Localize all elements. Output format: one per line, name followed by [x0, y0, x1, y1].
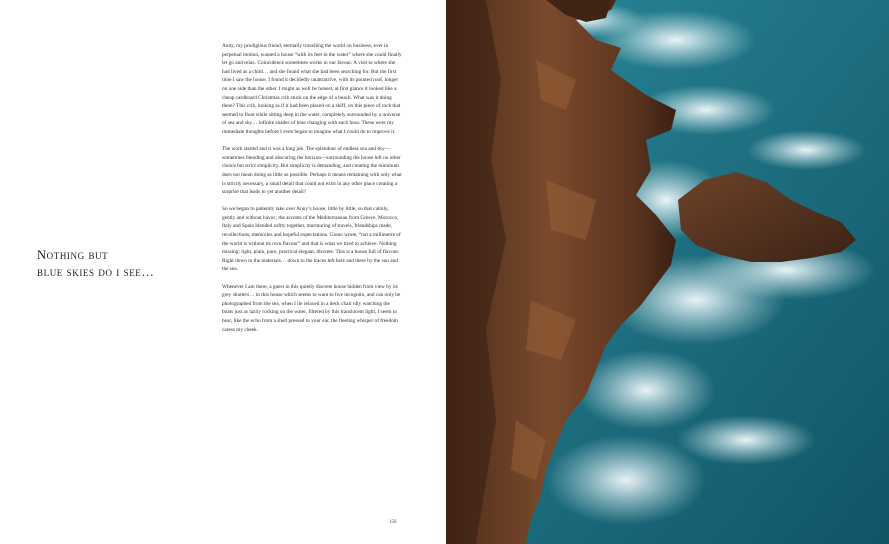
- paragraph: Whenever I am there, a guest in this quietly discrete house hidden from view by its grey shutters… in this house which seems to want to live incognito, and can only be photographed from the sea, when I lie relaxed in a deck chair idly watching the boats just as lazily rocking on the water, filtered by this translucent light, I seem to hear, like the echo from a shell pressed to your ear, the fleeting whisper of freedom caress my cheek.: [222, 283, 401, 333]
- paragraph: Anny, my prodigious friend, eternally travelling the world on business, ever in perpetual motion, wanted a house “with its feet in the water” where she could finally let go and relax. Coincidence sometimes works in our favour. A visit to where she had lived as a child… and she found what she had been searching for. But the first time I saw the house, I found it decidedly unattractive, with its pointed roof, longer on one side than the other. I might as well be honest, at first glance it looked like a cheap cardboard Christmas crib stuck on the edge of a beach. What was it doing there? This crib, looking as if it had been placed on a skiff, on this piece of rock that seemed to float while sitting deep in the water, completely surrounded by a universe of sea and sky… infinite shades of blue changing with each hour. These were my immediate thoughts before I even began to imagine what I could do to improve it.: [222, 43, 402, 135]
- paragraph: So we began to patiently take over Anny’s house, little by little, so that calmly, gently and without havoc, the accents of the Mediterranean from Greece, Morocco, Italy and Spain blended softly together, murmuring of travels, friendships made, recollections, memories and hopeful expectations. Giono wrote, “not a millimetre of the world is without its own flavour” and that is what we tried to achieve. Nothing missing: light, plain, pure, practical elegant, discrete. This is a house full of flavour. Right down to the materials… down to the traces left here and there by the sun and the sea.: [222, 206, 401, 273]
- paragraph: The work started and it was a long job. The splendour of endless sea and sky—sometimes blending and obscuring the horizon—surrounding the house left no other choice but strict simplicity. But simplicity is demanding, and creating the minimum does not mean doing as little as possible. Perhaps it means remaining with only what is strictly necessary, a small detail that could not exist in any other place creating a surprise that leads to yet another detail?: [222, 146, 402, 196]
- page-number: 156: [389, 520, 397, 525]
- body-text: [222, 42, 402, 343]
- heading-line-1: Nothing but: [37, 248, 109, 262]
- coastal-rocks-photo: [446, 0, 889, 544]
- chapter-heading: [37, 247, 155, 281]
- heading-line-2: blue skies do i see…: [37, 265, 155, 279]
